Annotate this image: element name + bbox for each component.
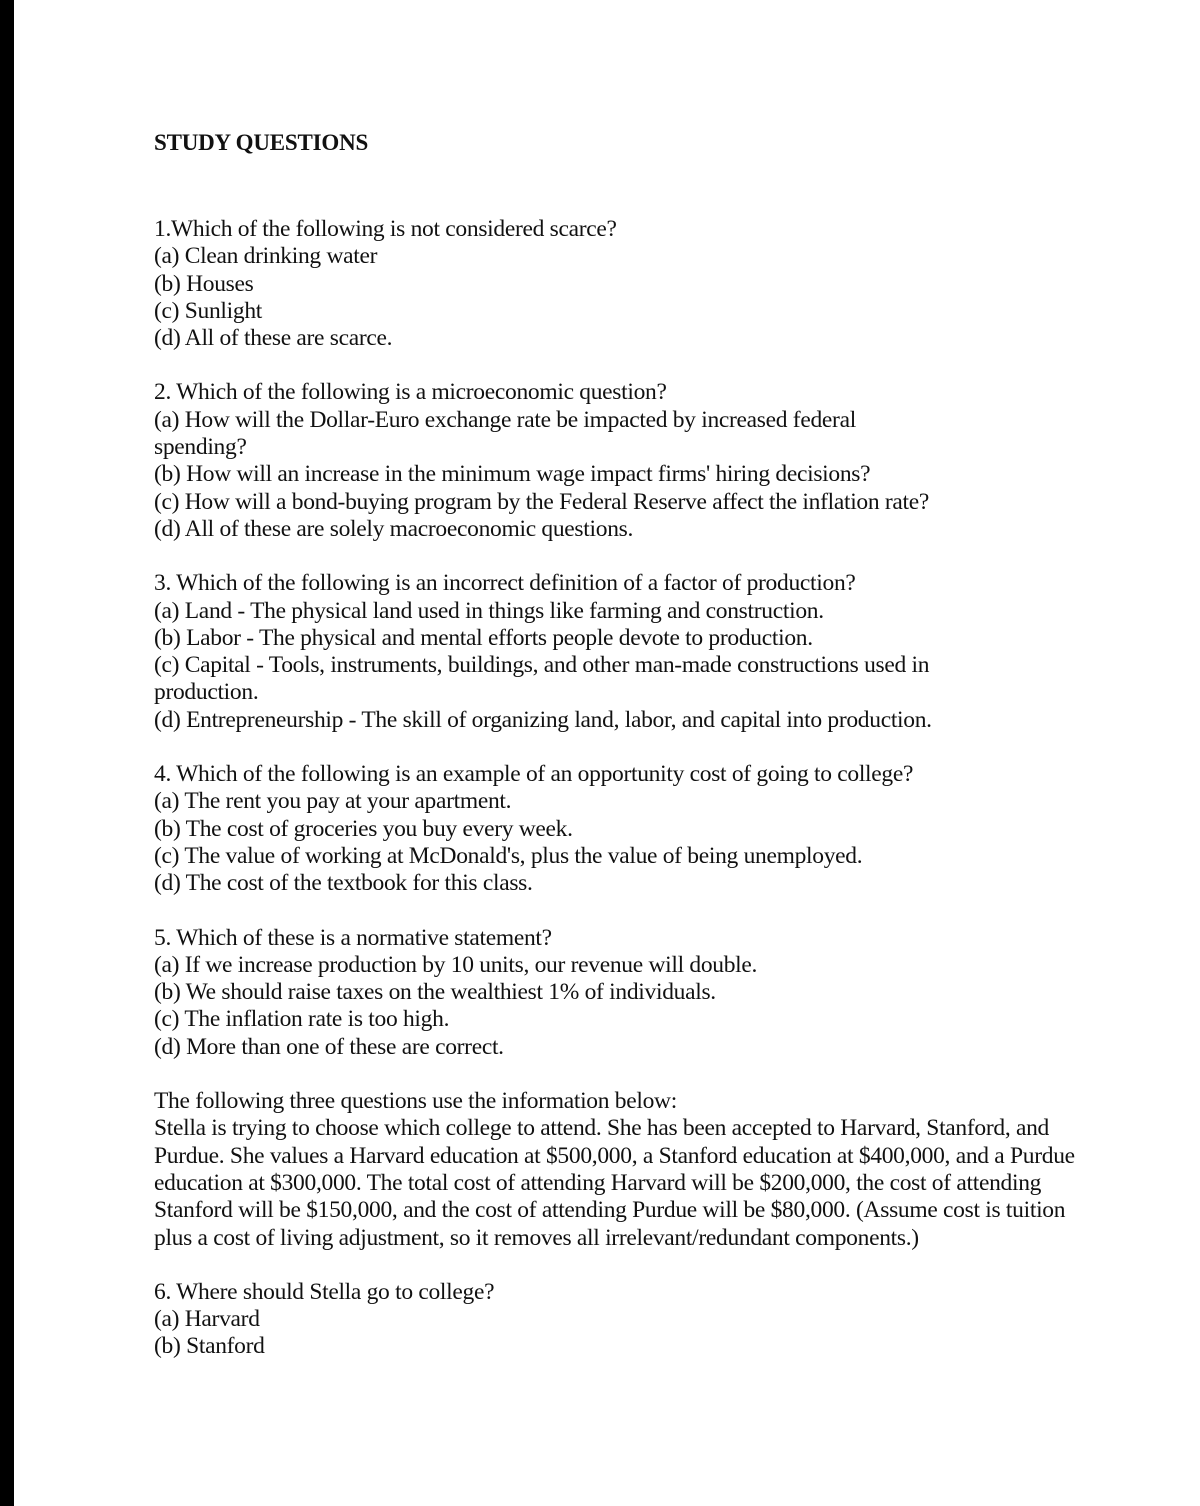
question-stem: 2. Which of the following is a microeconomic question?	[154, 379, 667, 406]
question-stem: 6. Where should Stella go to college?	[154, 1278, 495, 1305]
scenario-text: Stella is trying to choose which college to attend. She has been accepted to Harvard, Stanford, and Purdue. She values a Harvard education at $500,000, a Stanford education at $400,000, and a Purdue education at $300,000. The total cost of attending Harvard will be $200,000, the cost of attending Stanford will be $150,000, and the cost of attending Purdue will be $80,000. (Assume cost is tuition plus a cost of living adjustment, so it removes all irrelevant/redundant components.)	[154, 1115, 1075, 1251]
document-page	[154, 128, 1114, 1388]
answer-option: (c) Capital - Tools, instruments, buildings, and other man-made constructions used in production.	[154, 652, 930, 706]
answer-option: (d) More than one of these are correct.	[154, 1033, 504, 1060]
answer-option: (b) We should raise taxes on the wealthiest 1% of individuals.	[154, 979, 716, 1006]
question-stem: 4. Which of the following is an example of an opportunity cost of going to college?	[154, 761, 914, 788]
scenario-block	[154, 1088, 1114, 1252]
question-stem: 5. Which of these is a normative statement?	[154, 924, 552, 951]
question-3	[154, 570, 1114, 734]
answer-option: (a) The rent you pay at your apartment.	[154, 788, 512, 815]
question-1	[154, 216, 1114, 352]
answer-option: (c) How will a bond-buying program by the Federal Reserve affect the inflation rate?	[154, 488, 930, 515]
answer-option: (c) The value of working at McDonald's, plus the value of being unemployed.	[154, 842, 863, 869]
answer-option: (a) How will the Dollar-Euro exchange rate be impacted by increased federal spending?	[154, 406, 856, 461]
answer-option: (a) Clean drinking water	[154, 243, 378, 270]
question-stem: 3. Which of the following is an incorrect definition of a factor of production?	[154, 570, 856, 597]
answer-option: (c) The inflation rate is too high.	[154, 1006, 450, 1033]
answer-option: (b) The cost of groceries you buy every week.	[154, 815, 573, 842]
answer-option: (a) If we increase production by 10 units, our revenue will double.	[154, 951, 758, 978]
answer-option: (b) Stanford	[154, 1333, 265, 1360]
question-2	[154, 379, 1114, 543]
answer-option: (d) The cost of the textbook for this class.	[154, 870, 533, 897]
answer-option: (d) All of these are solely macroeconomic questions.	[154, 515, 634, 542]
question-6	[154, 1279, 1114, 1361]
question-5	[154, 925, 1114, 1061]
answer-option: (b) Houses	[154, 270, 254, 297]
scenario-intro: The following three questions use the information below:	[154, 1088, 677, 1115]
question-stem: 1.Which of the following is not considered scarce?	[154, 216, 617, 242]
question-4	[154, 761, 1114, 897]
answer-option: (b) How will an increase in the minimum wage impact firms' hiring decisions?	[154, 461, 871, 488]
answer-option: (a) Land - The physical land used in things like farming and construction.	[154, 597, 824, 624]
answer-option: (d) All of these are scarce.	[154, 325, 393, 352]
answer-option: (a) Harvard	[154, 1306, 260, 1333]
answer-option: (d) Entrepreneurship - The skill of organizing land, labor, and capital into production.	[154, 706, 932, 733]
answer-option: (b) Labor - The physical and mental efforts people devote to production.	[154, 624, 813, 651]
answer-option: (c) Sunlight	[154, 297, 263, 324]
page-title: STUDY QUESTIONS	[154, 130, 369, 155]
page-left-border	[0, 0, 14, 1506]
